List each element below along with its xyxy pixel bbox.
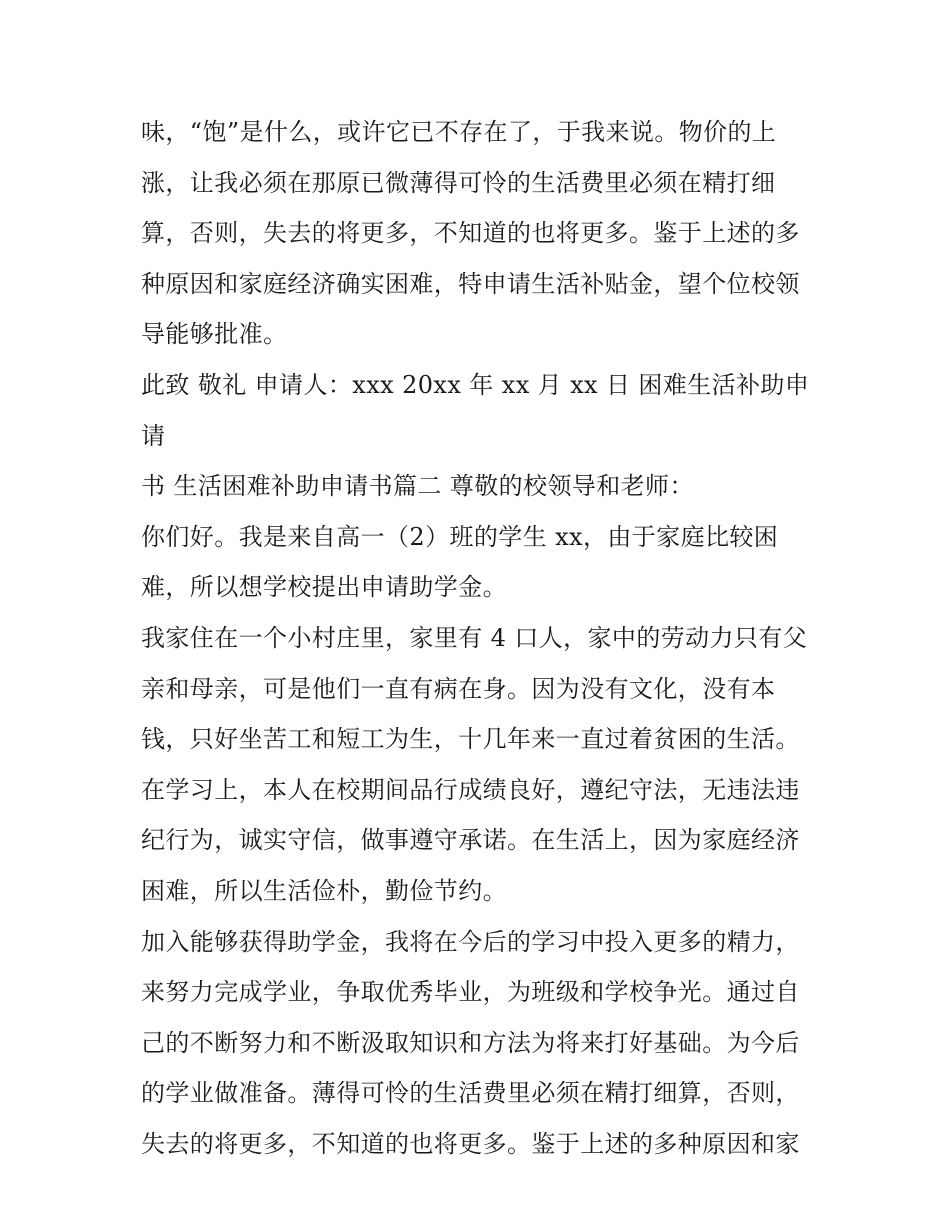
paragraph-future-commitment: 加入能够获得助学金，我将在今后的学习中投入更多的精力， 来努力完成学业，争取优秀毕业，为班级和学校争光。通过自 己的不断努力和不断汲取知识和方法为将来打好基础。为今后 的学业做准备。薄得可怜的生活费里必须在精打细算，否则， 失去的将更多，不知道的也将更多。鉴于上述的多种原因和家	[141, 927, 800, 1158]
document-body	[141, 107, 821, 1169]
paragraph-subsidy-request-ending: 味，“饱”是什么，或许它已不存在了，于我来说。物价的上 涨，让我必须在那原已微薄得可怜的生活费里必须在精打细 算，否则，失去的将更多，不知道的也将更多。鉴于上述的多 种原因和家庭经济确实困难，特申请生活补贴金，望个位校领 导能够批准。	[141, 118, 800, 349]
paragraph-greeting-introduction: 你们好。我是来自高一（2）班的学生 xx，由于家庭比较困 难，所以想学校提出申请助学金。	[141, 522, 779, 602]
paragraph-closing-and-second-letter-heading: 此致 敬礼 申请人：xxx 20xx 年 xx 月 xx 日 困难生活补助申请 书 生活困难补助申请书篇二 尊敬的校领导和老师：	[141, 370, 810, 501]
paragraph-family-situation: 我家住在一个小村庄里，家里有 4 口人，家中的劳动力只有父 亲和母亲，可是他们一直有病在身。因为没有文化，没有本 钱，只好坐苦工和短工为生，十几年来一直过着贫困的生活。 在学习上，本人在校期间品行成绩良好，遵纪守法，无违法违 纪行为，诚实守信，做事遵守承诺。在生活上，因为家庭经济 困难，所以生活俭朴，勤俭节约。	[141, 623, 808, 905]
